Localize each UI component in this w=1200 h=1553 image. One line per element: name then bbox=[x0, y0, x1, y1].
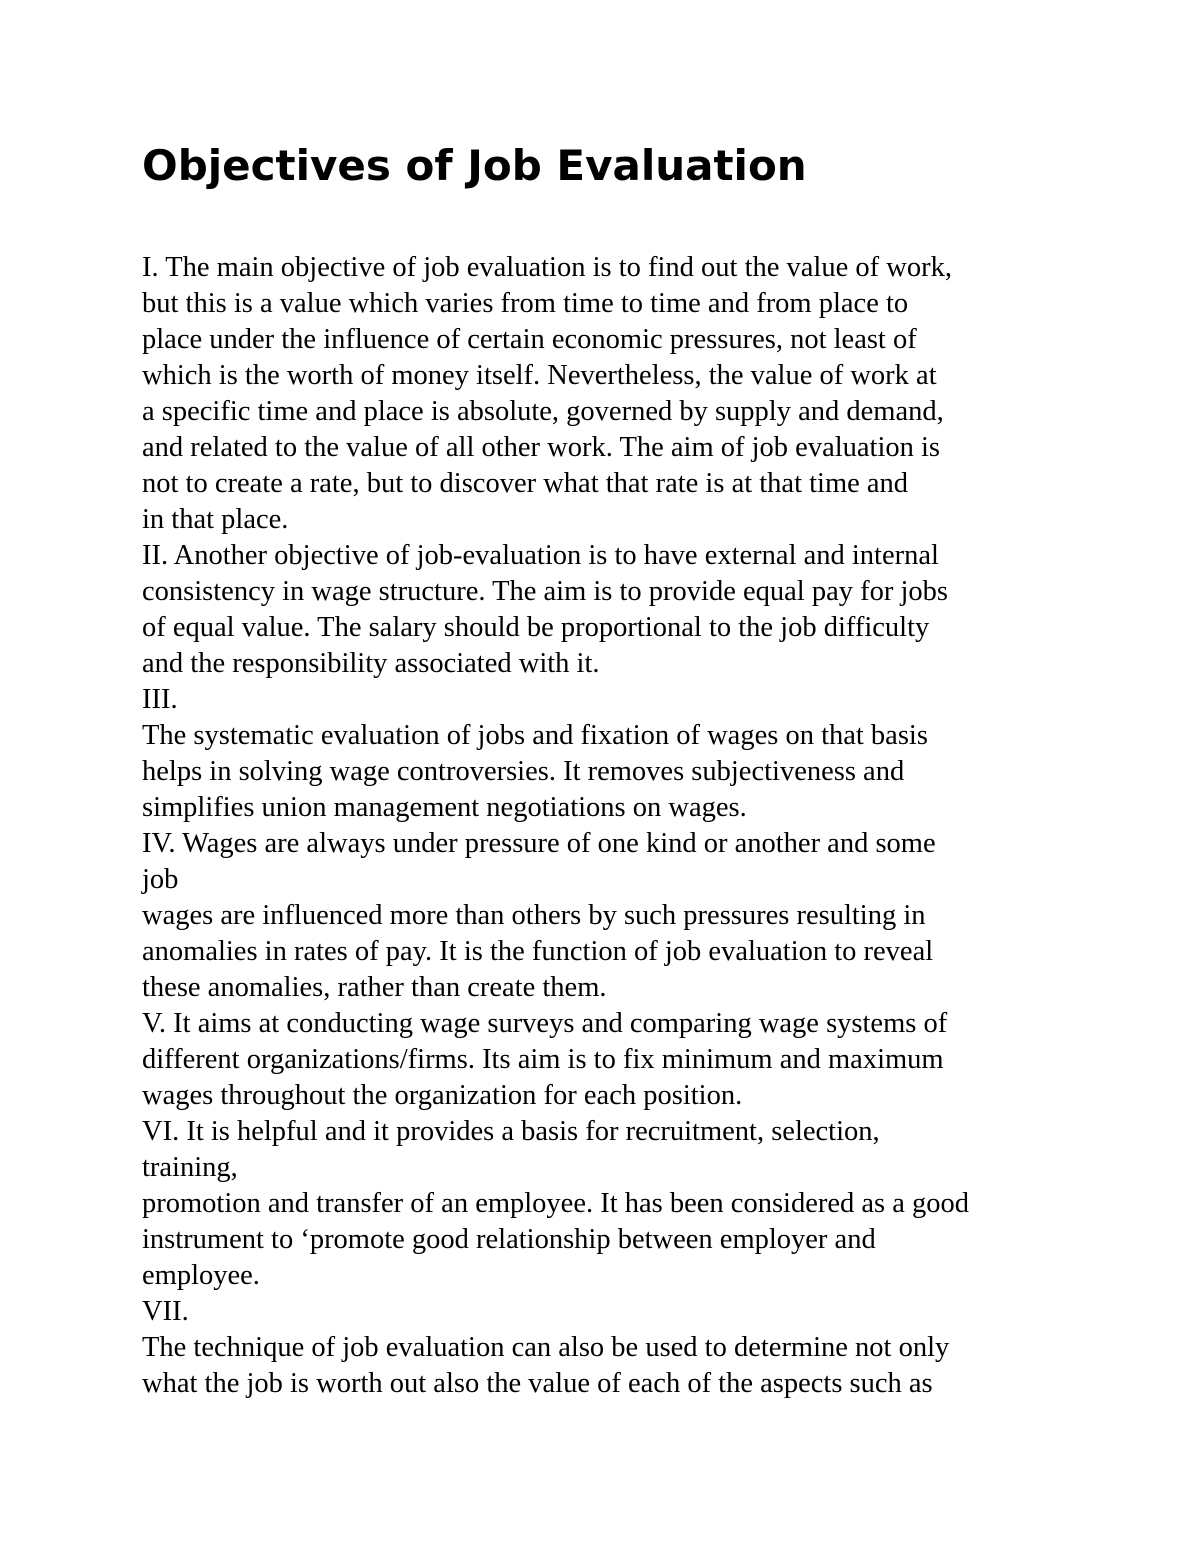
text-line: which is the worth of money itself. Nevertheless, the value of work at bbox=[142, 360, 937, 391]
text-line: not to create a rate, but to discover what that rate is at that time and bbox=[142, 468, 909, 499]
text-line: employee. bbox=[142, 1260, 260, 1291]
text-line: of equal value. The salary should be proportional to the job difficulty bbox=[142, 612, 930, 643]
text-line: simplifies union management negotiations on wages. bbox=[142, 792, 747, 823]
text-line: wages are influenced more than others by such pressures resulting in bbox=[142, 900, 926, 931]
text-line: but this is a value which varies from time to time and from place to bbox=[142, 288, 909, 319]
text-line: and the responsibility associated with it. bbox=[142, 648, 600, 679]
text-line: a specific time and place is absolute, governed by supply and demand, bbox=[142, 396, 944, 427]
text-line: The systematic evaluation of jobs and fixation of wages on that basis bbox=[142, 720, 928, 751]
document-body bbox=[142, 250, 1102, 1402]
text-line: I. The main objective of job evaluation is to find out the value of work, bbox=[142, 252, 952, 283]
text-line: place under the influence of certain economic pressures, not least of bbox=[142, 324, 917, 355]
text-line: VI. It is helpful and it provides a basis for recruitment, selection, bbox=[142, 1116, 880, 1147]
text-line: III. bbox=[142, 684, 178, 715]
text-line: II. Another objective of job-evaluation is to have external and internal bbox=[142, 540, 939, 571]
text-line: consistency in wage structure. The aim is to provide equal pay for jobs bbox=[142, 576, 948, 607]
text-line: instrument to ‘promote good relationship between employer and bbox=[142, 1224, 876, 1255]
text-line: wages throughout the organization for each position. bbox=[142, 1080, 743, 1111]
text-line: what the job is worth out also the value of each of the aspects such as bbox=[142, 1368, 933, 1399]
text-line: and related to the value of all other work. The aim of job evaluation is bbox=[142, 432, 941, 463]
text-line: V. It aims at conducting wage surveys and comparing wage systems of bbox=[142, 1008, 948, 1039]
text-line: these anomalies, rather than create them. bbox=[142, 972, 607, 1003]
text-line: helps in solving wage controversies. It removes subjectiveness and bbox=[142, 756, 905, 787]
text-line: promotion and transfer of an employee. It has been considered as a good bbox=[142, 1188, 970, 1219]
text-line: IV. Wages are always under pressure of one kind or another and some bbox=[142, 828, 936, 859]
text-line: The technique of job evaluation can also be used to determine not only bbox=[142, 1332, 950, 1363]
text-line: VII. bbox=[142, 1296, 189, 1327]
text-line: different organizations/firms. Its aim is to fix minimum and maximum bbox=[142, 1044, 944, 1075]
document-title: Objectives of Job Evaluation bbox=[142, 141, 807, 190]
text-line: job bbox=[142, 864, 179, 895]
text-line: training, bbox=[142, 1152, 238, 1183]
text-line: in that place. bbox=[142, 504, 289, 535]
text-line: anomalies in rates of pay. It is the function of job evaluation to reveal bbox=[142, 936, 934, 967]
